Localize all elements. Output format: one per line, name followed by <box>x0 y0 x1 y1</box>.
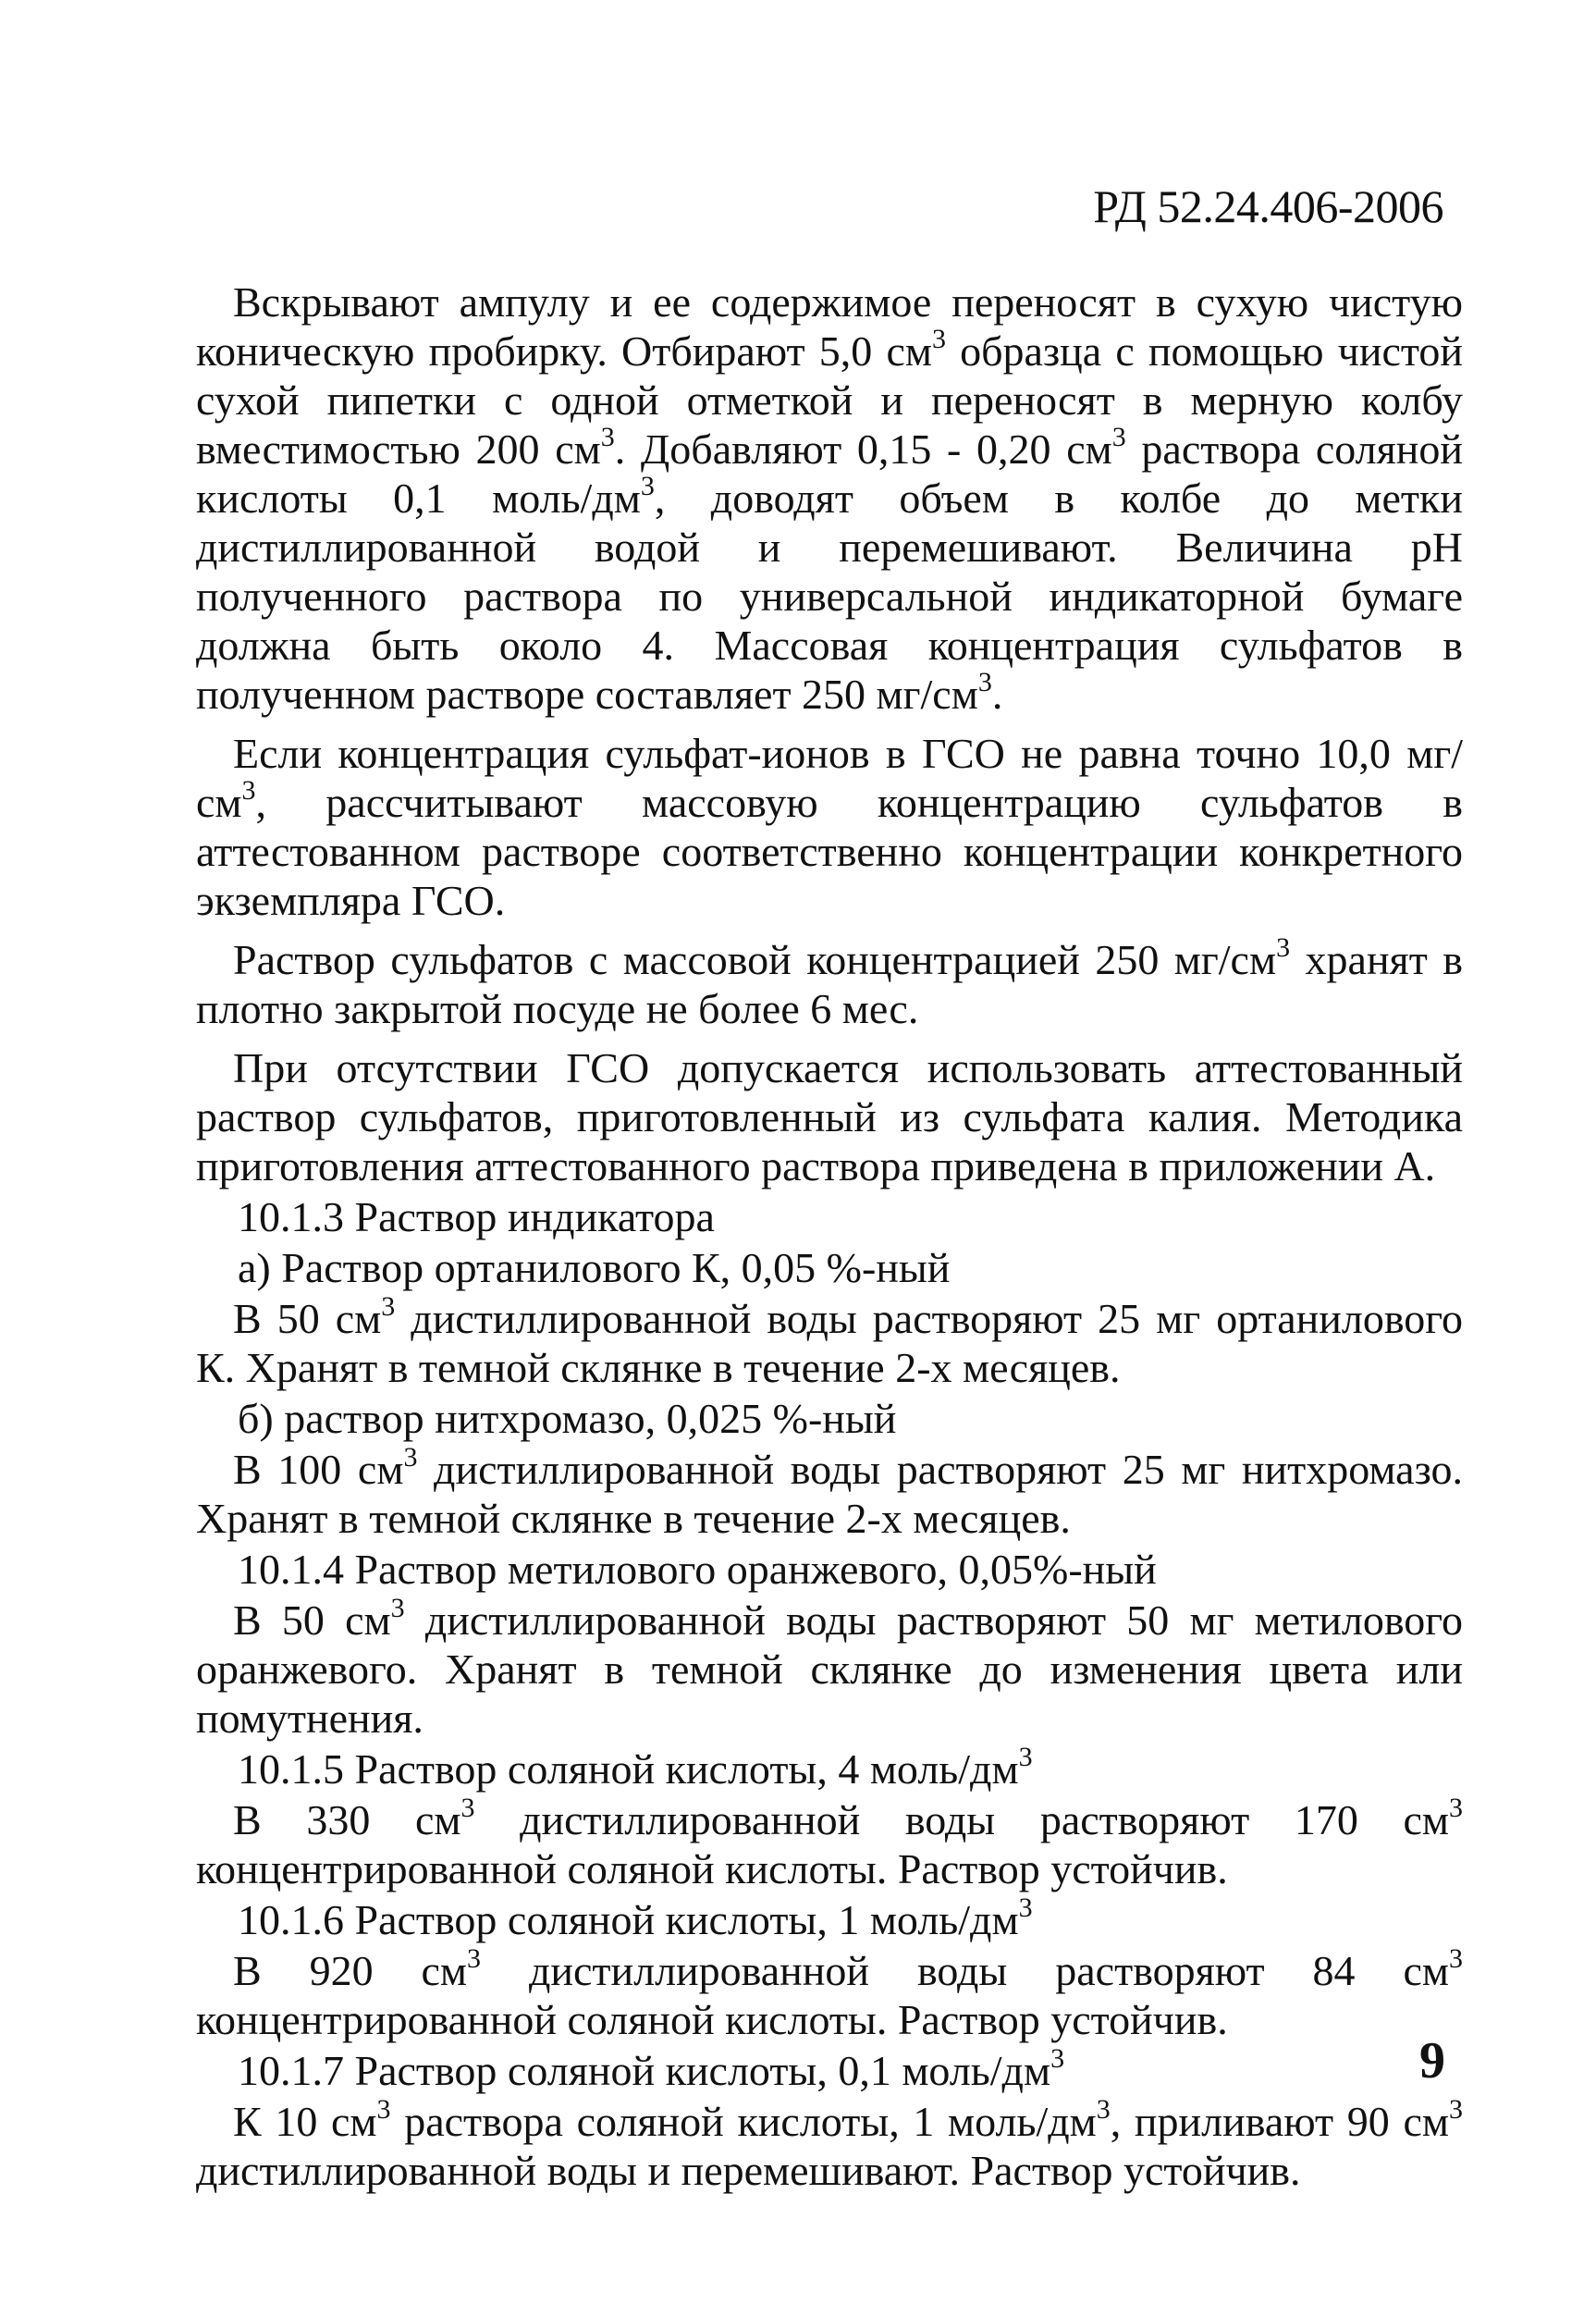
paragraph-no-gso: При отсутствии ГСО допускается использовать аттестованный раствор сульфатов, приготовленный из сульфата калия. Методика приготовления аттестованного раствора приведена в приложении А. <box>196 1044 1463 1189</box>
paragraph-ampoule: Вскрывают ампулу и ее содержимое переносят в сухую чистую коническую пробирку. Отбирают 5,0 $см^3$ образца с помощью чистой сухой пипетки с одной отметкой и переносят в мерную колбу вместимостью 200 $см^3$. Добавляют 0,15 - 0,20 $см^3$ раствора соляной кислоты 0,1 моль/$дм^3$, доводят объем в колбе до метки дистиллированной водой и перемешивают. Величина pH полученного раствора по универсальной индикаторной бумаге должна быть около 4. Массовая концентрация сульфатов в полученном растворе составляет 250 $мг/см^3$. <box>196 278 1463 718</box>
paragraph-concentration: Если концентрация сульфат-ионов в ГСО не равна точно 10,0 $мг/см^3$, рассчитывают массовую концентрацию сульфатов в аттестованном растворе соответственно концентрации конкретного экземпляра ГСО. <box>196 730 1463 924</box>
item-b-title: б) раствор нитхромазо, 0,025 %-ный <box>238 1395 897 1442</box>
item-a-title: а) Раствор ортанилового К, 0,05 %-ный <box>238 1244 951 1291</box>
section-10-1-4-text: В 50 $см^3$ дистиллированной воды растворяют 50 мг метилового оранжевого. Хранят в темной склянке до изменения цвета или помутнения. <box>196 1593 1463 1742</box>
document-code: РД 52.24.406-2006 <box>1093 180 1443 232</box>
section-10-1-5-heading: 10.1.5 Раствор соляной кислоты, 4 моль/$дм^3$ <box>238 1742 1033 1793</box>
page-number: 9 <box>1419 2032 1445 2089</box>
section-10-1-3-heading: 10.1.3 Раствор индикатора <box>238 1193 715 1240</box>
section-10-1-4-heading: 10.1.4 Раствор метилового оранжевого, 0,05%-ный <box>238 1546 1157 1593</box>
item-a-text: В 50 $см^3$ дистиллированной воды растворяют 25 мг ортанилового К. Хранят в темной склянке в течение 2-х месяцев. <box>196 1291 1463 1391</box>
section-10-1-6-heading: 10.1.6 Раствор соляной кислоты, 1 моль/$дм^3$ <box>238 1892 1033 1943</box>
section-10-1-7-heading: 10.1.7 Раствор соляной кислоты, 0,1 моль/$дм^3$ <box>238 2043 1065 2094</box>
section-10-1-6-text: В 920 $см^3$ дистиллированной воды растворяют 84 $см^3$ концентрированной соляной кислоты. Раствор устойчив. <box>196 1943 1463 2043</box>
paragraph-storage: Раствор сульфатов с массовой концентрацией 250 $мг/см^3$ хранят в плотно закрытой посуде не более 6 мес. <box>196 932 1463 1032</box>
section-10-1-5-text: В 330 $см^3$ дистиллированной воды растворяют 170 $см^3$ концентрированной соляной кислоты. Раствор устойчив. <box>196 1793 1463 1892</box>
body-text <box>196 277 1463 2197</box>
item-b-text: В 100 $см^3$ дистиллированной воды растворяют 25 мг нитхромазо. Хранят в темной склянке в течение 2-х месяцев. <box>196 1442 1463 1542</box>
section-10-1-7-text: К 10 $см^3$ раствора соляной кислоты, 1 моль/$дм^3$, приливают 90 $см^3$ дистиллированной воды и перемешивают. Раствор устойчив. <box>196 2094 1463 2194</box>
